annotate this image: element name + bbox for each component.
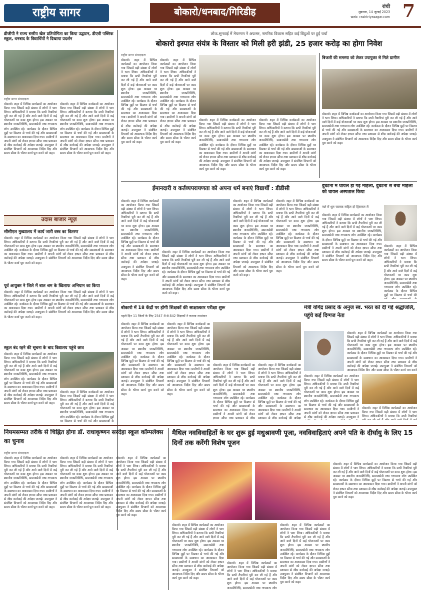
section-story-1-body: बोकारो। शहर में विभिन्न कार्यक्रमों का आयोजन किया गया जिसमें बड़ी संख्या में लोगों ने भाग लिया। अधिकारियों ने बताया कि सभी तैयारियां पूरी कर ली गई हैं और आने वाले दिनों में कई योजनाओं पर काम शुरू होगा। इस अवसर पर स्थानीय जनप्रतिनिधि, समाजसेवी तथा गणमान्य लोग उपस्थित रहे। कार्यक्रम के दौरान विभिन्न मुद्दों पर विस्तार से चर्चा की गई और समस्याओं के समाधान का आश्वासन दिया गया। ग्रामीणों ने अपनी मांगों को लेकर ज्ञापन सौंपा तथा प्रशासन से शीघ्र कार्रवाई की अपेक्षा जताई। उपायुक्त ने संबंधित विभागों को आवश्यक निर्देश दिए और समय सीमा के भीतर कार्य पूरा करने को कहा।: [4, 236, 114, 265]
top-left-byline: राष्ट्रीय सागर संवाददाता: [4, 97, 29, 101]
section-story-3-body-2: बोकारो। शहर में विभिन्न कार्यक्रमों का आयोजन किया गया जिसमें बड़ी संख्या में लोगों ने भाग लिया। अधिकारियों ने बताया कि सभी तैयारियां पूरी कर ली गई हैं और आने वाले दिनों में कई योजनाओं पर काम शुरू होगा। इस अवसर पर स्थानीय जनप्रतिनिधि, समाजसेवी तथा गणमान्य लोग उपस्थित रहे। कार्यक्रम के दौरान विभिन्न मुद्दों पर विस्तार से चर्चा की गई और समस्याओं के: [60, 390, 114, 422]
right-col-sub: नशे में धुत चालक सहित दो हिरासत में: [322, 205, 369, 209]
mid-block-body-4: बोकारो। शहर में विभिन्न कार्यक्रमों का आयोजन किया गया जिसमें बड़ी संख्या में लोगों ने भाग लिया। अधिकारियों ने बताया कि सभी तैयारियां पूरी कर ली गई हैं और आने वाले दिनों में कई योजनाओं पर काम शुरू होगा। इस अवसर पर स्थानीय जनप्रतिनिधि, समाजसेवी तथा गणमान्य लोग उपस्थित रहे। कार्यक्रम के दौरान विभिन्न मुद्दों पर विस्तार से चर्चा की गई और समस्याओं के समाधान का आश्वासन दिया गया। ग्रामीणों ने अपनी मांगों को लेकर ज्ञापन सौंपा तथा प्रशासन से शीघ्र कार्रवाई की अपेक्षा: [258, 363, 301, 420]
side-block-photo-2: [362, 374, 417, 404]
lead-right-headline: बिजली की समस्या को लेकर उपायुक्त से मिले ग्रामीण: [322, 55, 400, 60]
horizontal-rule: [4, 425, 417, 426]
mid-block-body-1: बोकारो। शहर में विभिन्न कार्यक्रमों का आयोजन किया गया जिसमें बड़ी संख्या में लोगों ने भाग लिया। अधिकारियों ने बताया कि सभी तैयारियां पूरी कर ली गई हैं और आने वाले दिनों में कई योजनाओं पर काम शुरू होगा। इस अवसर पर स्थानीय जनप्रतिनिधि, समाजसेवी तथा गणमान्य लोग उपस्थित रहे। कार्यक्रम के दौरान विभिन्न मुद्दों पर विस्तार से चर्चा की गई और समस्याओं के समाधान का आश्वासन दिया गया। ग्रामीणों ने अपनी मांगों को लेकर ज्ञापन सौंपा तथा प्रशासन से शीघ्र कार्रवाई की अपेक्षा जताई। उपायुक्त ने संबंधित विभागों को आवश्यक निर्देश दिए और समय सीमा के भीतर कार्य पूरा करने को कहा।: [121, 322, 164, 396]
bottom-left-byline: राष्ट्रीय सागर संवाददाता: [4, 451, 29, 455]
middle-body-4: बोकारो। शहर में विभिन्न कार्यक्रमों का आयोजन किया गया जिसमें बड़ी संख्या में लोगों ने भाग लिया। अधिकारियों ने बताया कि सभी तैयारियां पूरी कर ली गई हैं और आने वाले दिनों में कई योजनाओं पर काम शुरू होगा। इस अवसर पर स्थानीय जनप्रतिनिधि, समाजसेवी तथा गणमान्य लोग उपस्थित रहे। कार्यक्रम के दौरान विभिन्न मुद्दों पर विस्तार से चर्चा की गई और समस्याओं के समाधान का आश्वासन दिया गया। ग्रामीणों ने अपनी मांगों को लेकर ज्ञापन सौंपा तथा प्रशासन से शीघ्र कार्रवाई की अपेक्षा जताई। उपायुक्त ने संबंधित विभागों को आवश्यक निर्देश दिए और समय सीमा के भीतर कार्य पूरा करने को कहा।: [276, 199, 319, 273]
lead-body-3: बोकारो। शहर में विभिन्न कार्यक्रमों का आयोजन किया गया जिसमें बड़ी संख्या में लोगों ने भाग लिया। अधिकारियों ने बताया कि सभी तैयारियां पूरी कर ली गई हैं और आने वाले दिनों में कई योजनाओं पर काम शुरू होगा। इस अवसर पर स्थानीय जनप्रतिनिधि, समाजसेवी तथा गणमान्य लोग उपस्थित रहे। कार्यक्रम के दौरान विभिन्न मुद्दों पर विस्तार से चर्चा की गई और समस्याओं के समाधान का आश्वासन दिया गया। ग्रामीणों ने अपनी मांगों को लेकर ज्ञापन सौंपा तथा प्रशासन से शीघ्र कार्रवाई की अपेक्षा जताई। उपायुक्त ने संबंधित विभागों को आवश्यक निर्देश दिए और समय सीमा के भीतर कार्य पूरा करने को कहा।: [199, 118, 256, 172]
newspaper-brand: राष्ट्रीय सागर: [4, 4, 109, 22]
bottom-right-photo-1: [172, 462, 252, 520]
bottom-right-body-2: बोकारो। शहर में विभिन्न कार्यक्रमों का आयोजन किया गया जिसमें बड़ी संख्या में लोगों ने भाग लिया। अधिकारियों ने बताया कि सभी तैयारियां पूरी कर ली गई हैं और आने वाले दिनों में कई योजनाओं पर काम शुरू होगा। इस अवसर पर स्थानीय जनप्रतिनिधि, समाजसेवी तथा गणमान्य लोग उपस्थित रहे। कार्यक्रम के दौरान विभिन्न मुद्दों पर विस्तार से चर्चा की गई और समस्याओं के समाधान का आश्वासन दिया गया। ग्रामीणों ने अपनी मांगों को लेकर ज्ञापन सौंपा तथा प्रशासन से शीघ्र कार्रवाई की अपेक्षा जताई। उपायुक्त ने संबंधित विभागों को आवश्यक निर्देश दिए और समय सीमा के भीतर कार्य पूरा करने को कहा।: [172, 523, 224, 581]
mid-block-headline: बोकारो में 18 केंद्रों पर होगी शिक्षकों की साक्षात्कार परीक्षा शुरू: [121, 306, 226, 311]
right-col-headline: दुर्घटना में घायल हो गई महिला, दुर्घटना से बची महिला को घायल अस्पताल किया: [322, 184, 413, 196]
side-block-body-2: बोकारो। शहर में विभिन्न कार्यक्रमों का आयोजन किया गया जिसमें बड़ी संख्या में लोगों ने भाग लिया। अधिकारियों ने बताया कि सभी तैयारियां पूरी कर ली गई हैं और आने वाले दिनों में कई योजनाओं पर काम शुरू होगा। इस अवसर पर स्थानीय जनप्रतिनिधि, समाजसेवी तथा गणमान्य लोग उपस्थित रहे। कार्यक्रम के दौरान विभिन्न मुद्दों पर विस्तार से चर्चा की गई और समस्याओं के समाधान का आश्वासन दिया गया। ग्रामीणों ने अपनी मांगों को लेकर ज्ञापन सौंपा तथा प्रशासन से शीघ्र कार्रवाई की अपेक्षा जताई। उपायुक्त ने: [304, 374, 359, 419]
lead-kicker: लोक-सुनवाई में मेयरगण ने अफसर, नागरिक विकास सहित कई बिंदुओं पर हुई चर्चा: [210, 31, 328, 36]
masthead-city: रांची: [382, 4, 390, 10]
section-story-3-headline: स्कूल बंद रहने की सूचना के बाद विद्यालय पहुंचे छात्र: [4, 345, 84, 350]
top-left-body-2: बोकारो। शहर में विभिन्न कार्यक्रमों का आयोजन किया गया जिसमें बड़ी संख्या में लोगों ने भाग लिया। अधिकारियों ने बताया कि सभी तैयारियां पूरी कर ली गई हैं और आने वाले दिनों में कई योजनाओं पर काम शुरू होगा। इस अवसर पर स्थानीय जनप्रतिनिधि, समाजसेवी तथा गणमान्य लोग उपस्थित रहे। कार्यक्रम के दौरान विभिन्न मुद्दों पर विस्तार से चर्चा की गई और समस्याओं के समाधान का आश्वासन दिया गया। ग्रामीणों ने अपनी मांगों को लेकर ज्ञापन सौंपा तथा प्रशासन से शीघ्र कार्रवाई की अपेक्षा जताई। उपायुक्त ने संबंधित विभागों को आवश्यक निर्देश दिए और समय सीमा के भीतर कार्य पूरा करने को कहा।: [60, 102, 114, 156]
bottom-right-body-4: बोकारो। शहर में विभिन्न कार्यक्रमों का आयोजन किया गया जिसमें बड़ी संख्या में लोगों ने भाग लिया। अधिकारियों ने बताया कि सभी तैयारियां पूरी कर ली गई हैं और आने वाले दिनों में कई योजनाओं पर काम शुरू होगा। इस अवसर पर स्थानीय जनप्रतिनिधि, समाजसेवी तथा गणमान्य लोग उपस्थित रहे। कार्यक्रम के दौरान विभिन्न मुद्दों पर विस्तार से चर्चा की गई और समस्याओं के समाधान का आश्वासन दिया गया। ग्रामीणों ने अपनी मांगों को लेकर ज्ञापन सौंपा तथा प्रशासन से शीघ्र कार्रवाई की अपेक्षा जताई। उपायुक्त ने संबंधित विभागों को आवश्यक निर्देश दिए और समय सीमा के भीतर कार्य पूरा करने को कहा।: [280, 523, 330, 585]
masthead-date: शुक्रवार, 14 जुलाई 2023: [358, 10, 390, 14]
right-col-body-2: बोकारो। शहर में विभिन्न कार्यक्रमों का आयोजन किया गया जिसमें बड़ी संख्या में लोगों ने भाग लिया। अधिकारियों ने बताया कि सभी तैयारियां पूरी कर ली गई हैं और आने वाले दिनों में कई योजनाओं पर काम शुरू होगा। इस अवसर पर स्थानीय जनप्रतिनिधि, समाजसेवी तथा गणमान्य लोग उपस्थित रहे। कार्यक्रम के दौरान विभिन्न मुद्दों पर विस्तार से चर्चा की: [384, 244, 417, 298]
horizontal-rule: [121, 181, 417, 182]
lead-body-2: बोकारो। शहर में विभिन्न कार्यक्रमों का आयोजन किया गया जिसमें बड़ी संख्या में लोगों ने भाग लिया। अधिकारियों ने बताया कि सभी तैयारियां पूरी कर ली गई हैं और आने वाले दिनों में कई योजनाओं पर काम शुरू होगा। इस अवसर पर स्थानीय जनप्रतिनिधि, समाजसेवी तथा गणमान्य लोग उपस्थित रहे। कार्यक्रम के दौरान विभिन्न मुद्दों पर विस्तार से चर्चा की गई और समस्याओं के समाधान का आश्वासन दिया गया। ग्रामीणों ने अपनी मांगों को लेकर ज्ञापन सौंपा तथा प्रशासन से शीघ्र कार्रवाई की अपेक्षा जताई। उपायुक्त ने संबंधित विभागों को आवश्यक निर्देश दिए और समय सीमा के भीतर कार्य पूरा करने को कहा।: [160, 58, 196, 144]
middle-body-2: बोकारो। शहर में विभिन्न कार्यक्रमों का आयोजन किया गया जिसमें बड़ी संख्या में लोगों ने भाग लिया। अधिकारियों ने बताया कि सभी तैयारियां पूरी कर ली गई हैं और आने वाले दिनों में कई योजनाओं पर काम शुरू होगा। इस अवसर पर स्थानीय जनप्रतिनिधि, समाजसेवी तथा गणमान्य लोग उपस्थित रहे। कार्यक्रम के दौरान विभिन्न मुद्दों पर विस्तार से चर्चा की गई और समस्याओं के समाधान का आश्वासन दिया गया। ग्रामीणों ने अपनी मांगों को लेकर ज्ञापन सौंपा तथा प्रशासन से शीघ्र कार्रवाई की अपेक्षा जताई। उपायुक्त ने संबंधित विभागों को आवश्यक निर्देश दिए और समय सीमा के भीतर कार्य पूरा करने को कहा।: [162, 250, 230, 295]
bottom-right-photo-3: [227, 523, 277, 559]
middle-photo: [162, 199, 230, 247]
bottom-left-headline: नियमसम्मत तरीके से चिह्नित होगा डॉ. राधाकृष्णन सरदेहा स्कूल कॉम्पलेक्स का चुनाव: [4, 430, 164, 446]
mid-block-body-3: बोकारो। शहर में विभिन्न कार्यक्रमों का आयोजन किया गया जिसमें बड़ी संख्या में लोगों ने भाग लिया। अधिकारियों ने बताया कि सभी तैयारियां पूरी कर ली गई हैं और आने वाले दिनों में कई योजनाओं पर काम शुरू होगा। इस अवसर पर स्थानीय जनप्रतिनिधि, समाजसेवी तथा गणमान्य लोग उपस्थित रहे। कार्यक्रम के दौरान विभिन्न मुद्दों पर विस्तार से चर्चा की गई और समस्याओं के समाधान का आश्वासन दिया गया। ग्रामीणों ने अपनी मांगों को लेकर ज्ञापन सौंपा तथा प्रशासन से शीघ्र: [213, 363, 255, 420]
middle-body-3: बोकारो। शहर में विभिन्न कार्यक्रमों का आयोजन किया गया जिसमें बड़ी संख्या में लोगों ने भाग लिया। अधिकारियों ने बताया कि सभी तैयारियां पूरी कर ली गई हैं और आने वाले दिनों में कई योजनाओं पर काम शुरू होगा। इस अवसर पर स्थानीय जनप्रतिनिधि, समाजसेवी तथा गणमान्य लोग उपस्थित रहे। कार्यक्रम के दौरान विभिन्न मुद्दों पर विस्तार से चर्चा की गई और समस्याओं के समाधान का आश्वासन दिया गया। ग्रामीणों ने अपनी मांगों को लेकर ज्ञापन सौंपा तथा प्रशासन से शीघ्र कार्रवाई की अपेक्षा जताई। उपायुक्त ने संबंधित विभागों को आवश्यक निर्देश दिए और समय सीमा के भीतर कार्य पूरा करने को कहा।: [233, 199, 273, 277]
bottom-right-body-1: बोकारो। शहर में विभिन्न कार्यक्रमों का आयोजन किया गया जिसमें बड़ी संख्या में लोगों ने भाग लिया। अधिकारियों ने बताया कि सभी तैयारियां पूरी कर ली गई हैं और आने वाले दिनों में कई योजनाओं पर काम शुरू होगा। इस अवसर पर स्थानीय जनप्रतिनिधि, समाजसेवी तथा गणमान्य लोग उपस्थित रहे। कार्यक्रम के दौरान विभिन्न मुद्दों पर विस्तार से चर्चा की गई और समस्याओं के समाधान का आश्वासन दिया गया। ग्रामीणों ने अपनी मांगों को लेकर ज्ञापन सौंपा तथा प्रशासन से शीघ्र कार्रवाई की अपेक्षा जताई। उपायुक्त ने संबंधित विभागों को आवश्यक निर्देश दिए और समय सीमा के भीतर कार्य पूरा करने को कहा।: [333, 462, 417, 499]
column-rule: [117, 30, 118, 530]
mid-block-photo: [213, 322, 301, 360]
page-number: 7: [402, 1, 415, 22]
section-story-1-headline: सीसीएल मुख्यालय में कार्य जारी वस्त्र का वितरण: [4, 229, 79, 234]
section-label: उदास बाजार न्यूज़: [41, 217, 77, 223]
section-story-2-body: बोकारो। शहर में विभिन्न कार्यक्रमों का आयोजन किया गया जिसमें बड़ी संख्या में लोगों ने भाग लिया। अधिकारियों ने बताया कि सभी तैयारियां पूरी कर ली गई हैं और आने वाले दिनों में कई योजनाओं पर काम शुरू होगा। इस अवसर पर स्थानीय जनप्रतिनिधि, समाजसेवी तथा गणमान्य लोग उपस्थित रहे। कार्यक्रम के दौरान विभिन्न मुद्दों पर विस्तार से चर्चा की गई और समस्याओं के समाधान का आश्वासन दिया गया। ग्रामीणों ने अपनी मांगों को लेकर ज्ञापन सौंपा तथा प्रशासन से शीघ्र कार्रवाई की अपेक्षा जताई। उपायुक्त ने संबंधित विभागों को आवश्यक निर्देश दिए और समय सीमा के भीतर कार्य पूरा करने को कहा।: [4, 290, 114, 319]
lead-photo: [199, 55, 316, 115]
edition-title: बोकारो/धनबाद/गिरिडीह: [150, 3, 280, 23]
lead-body-4: बोकारो। शहर में विभिन्न कार्यक्रमों का आयोजन किया गया जिसमें बड़ी संख्या में लोगों ने भाग लिया। अधिकारियों ने बताया कि सभी तैयारियां पूरी कर ली गई हैं और आने वाले दिनों में कई योजनाओं पर काम शुरू होगा। इस अवसर पर स्थानीय जनप्रतिनिधि, समाजसेवी तथा गणमान्य लोग उपस्थित रहे। कार्यक्रम के दौरान विभिन्न मुद्दों पर विस्तार से चर्चा की गई और समस्याओं के समाधान का आश्वासन दिया गया। ग्रामीणों ने अपनी मांगों को लेकर ज्ञापन सौंपा तथा प्रशासन से शीघ्र कार्रवाई की अपेक्षा जताई। उपायुक्त ने संबंधित विभागों को आवश्यक निर्देश दिए और समय सीमा के भीतर कार्य पूरा करने को कहा।: [259, 118, 316, 172]
lead-byline: राष्ट्रीय सागर संवाददाता: [121, 53, 146, 57]
section-story-2-headline: पूर्व आयुक्त ने जिले में बाल श्रम के खिलाफ अभियान का किया: [4, 283, 100, 288]
bottom-left-body-2: बोकारो। शहर में विभिन्न कार्यक्रमों का आयोजन किया गया जिसमें बड़ी संख्या में लोगों ने भाग लिया। अधिकारियों ने बताया कि सभी तैयारियां पूरी कर ली गई हैं और आने वाले दिनों में कई योजनाओं पर काम शुरू होगा। इस अवसर पर स्थानीय जनप्रतिनिधि, समाजसेवी तथा गणमान्य लोग उपस्थित रहे। कार्यक्रम के दौरान विभिन्न मुद्दों पर विस्तार से चर्चा की गई और समस्याओं के समाधान का आश्वासन दिया गया। ग्रामीणों ने अपनी मांगों को लेकर ज्ञापन सौंपा तथा प्रशासन से शीघ्र कार्रवाई की अपेक्षा जताई। उपायुक्त ने संबंधित विभागों को आवश्यक निर्देश दिए और समय सीमा के भीतर कार्य पूरा करने को कहा।: [60, 456, 113, 510]
lead-headline: बोकारो इस्पात संयंत्र के विस्तार को मिली हरी झंडी, 25 हजार करोड़ का होगा निवेश: [155, 39, 383, 48]
middle-headline: ईमानदारी व कर्तव्यपरायणता को अपना धर्म बनाएं विद्यार्थी : डीडीसी: [152, 186, 290, 192]
mid-block-sub: पहले दिन 11 जिलों के लिए 2547 में से 842 शिक्षकों ने कराया नामांकन: [121, 314, 207, 318]
top-left-body: बोकारो। शहर में विभिन्न कार्यक्रमों का आयोजन किया गया जिसमें बड़ी संख्या में लोगों ने भाग लिया। अधिकारियों ने बताया कि सभी तैयारियां पूरी कर ली गई हैं और आने वाले दिनों में कई योजनाओं पर काम शुरू होगा। इस अवसर पर स्थानीय जनप्रतिनिधि, समाजसेवी तथा गणमान्य लोग उपस्थित रहे। कार्यक्रम के दौरान विभिन्न मुद्दों पर विस्तार से चर्चा की गई और समस्याओं के समाधान का आश्वासन दिया गया। ग्रामीणों ने अपनी मांगों को लेकर ज्ञापन सौंपा तथा प्रशासन से शीघ्र कार्रवाई की अपेक्षा जताई। उपायुक्त ने संबंधित विभागों को आवश्यक निर्देश दिए और समय सीमा के भीतर कार्य पूरा करने को कहा।: [4, 102, 57, 156]
section-story-3-photo: [60, 352, 114, 388]
masthead-meta: [292, 4, 390, 19]
column-rule: [168, 428, 169, 590]
horizontal-rule: [121, 302, 417, 303]
top-left-photo: [4, 50, 114, 95]
side-block-body-3: बोकारो। शहर में विभिन्न कार्यक्रमों का आयोजन किया गया जिसमें बड़ी संख्या में लोगों ने भाग लिया। अधिकारियों ने बताया कि सभी तैयारियां: [362, 406, 417, 419]
side-block-photo: [304, 331, 344, 371]
bottom-right-body-3: बोकारो। शहर में विभिन्न कार्यक्रमों का आयोजन किया गया जिसमें बड़ी संख्या में लोगों ने भाग लिया। अधिकारियों ने बताया कि सभी तैयारियां पूरी कर ली गई हैं और आने वाले दिनों में कई योजनाओं पर काम शुरू होगा। इस अवसर पर स्थानीय जनप्रतिनिधि, समाजसेवी तथा गणमान्य लोग: [227, 561, 277, 590]
section-story-3-body: बोकारो। शहर में विभिन्न कार्यक्रमों का आयोजन किया गया जिसमें बड़ी संख्या में लोगों ने भाग लिया। अधिकारियों ने बताया कि सभी तैयारियां पूरी कर ली गई हैं और आने वाले दिनों में कई योजनाओं पर काम शुरू होगा। इस अवसर पर स्थानीय जनप्रतिनिधि, समाजसेवी तथा गणमान्य लोग उपस्थित रहे। कार्यक्रम के दौरान विभिन्न मुद्दों पर विस्तार से चर्चा की गई और समस्याओं के समाधान का आश्वासन दिया गया। ग्रामीणों ने अपनी मांगों को लेकर ज्ञापन सौंपा तथा प्रशासन से शीघ्र कार्रवाई की अपेक्षा जताई। उपायुक्त ने संबंधित विभागों को आवश्यक निर्देश दिए और समय सीमा के भीतर कार्य पूरा करने को कहा।: [4, 352, 57, 406]
bottom-right-photo-2: [255, 462, 330, 520]
side-block-body-1: बोकारो। शहर में विभिन्न कार्यक्रमों का आयोजन किया गया जिसमें बड़ी संख्या में लोगों ने भाग लिया। अधिकारियों ने बताया कि सभी तैयारियां पूरी कर ली गई हैं और आने वाले दिनों में कई योजनाओं पर काम शुरू होगा। इस अवसर पर स्थानीय जनप्रतिनिधि, समाजसेवी तथा गणमान्य लोग उपस्थित रहे। कार्यक्रम के दौरान विभिन्न मुद्दों पर विस्तार से चर्चा की गई और समस्याओं के समाधान का आश्वासन दिया गया। ग्रामीणों ने अपनी मांगों को लेकर ज्ञापन सौंपा तथा प्रशासन से शीघ्र कार्रवाई की अपेक्षा जताई। उपायुक्त ने संबंधित विभागों को आवश्यक निर्देश दिए और समय सीमा के भीतर कार्य पूरा करने: [347, 331, 417, 371]
bottom-left-body-1: बोकारो। शहर में विभिन्न कार्यक्रमों का आयोजन किया गया जिसमें बड़ी संख्या में लोगों ने भाग लिया। अधिकारियों ने बताया कि सभी तैयारियां पूरी कर ली गई हैं और आने वाले दिनों में कई योजनाओं पर काम शुरू होगा। इस अवसर पर स्थानीय जनप्रतिनिधि, समाजसेवी तथा गणमान्य लोग उपस्थित रहे। कार्यक्रम के दौरान विभिन्न मुद्दों पर विस्तार से चर्चा की गई और समस्याओं के समाधान का आश्वासन दिया गया। ग्रामीणों ने अपनी मांगों को लेकर ज्ञापन सौंपा तथा प्रशासन से शीघ्र कार्रवाई की अपेक्षा जताई। उपायुक्त ने संबंधित विभागों को आवश्यक निर्देश दिए और समय सीमा के भीतर कार्य पूरा करने को कहा।: [4, 456, 57, 510]
masthead: [0, 0, 421, 28]
right-col-body: बोकारो। शहर में विभिन्न कार्यक्रमों का आयोजन किया गया जिसमें बड़ी संख्या में लोगों ने भाग लिया। अधिकारियों ने बताया कि सभी तैयारियां पूरी कर ली गई हैं और आने वाले दिनों में कई योजनाओं पर काम शुरू होगा। इस अवसर पर स्थानीय जनप्रतिनिधि, समाजसेवी तथा गणमान्य लोग उपस्थित रहे। कार्यक्रम के दौरान विभिन्न मुद्दों पर विस्तार से चर्चा की गई और समस्याओं के समाधान का आश्वासन दिया गया। ग्रामीणों ने अपनी मांगों को लेकर ज्ञापन सौंपा तथा प्रशासन से शीघ्र कार्रवाई की अपेक्षा जताई। उपायुक्त ने संबंधित विभागों को आवश्यक निर्देश दिए और समय सीमा के भीतर कार्य पूरा करने को कहा।: [322, 213, 382, 263]
bottom-left-body-3: बोकारो। शहर में विभिन्न कार्यक्रमों का आयोजन किया गया जिसमें बड़ी संख्या में लोगों ने भाग लिया। अधिकारियों ने बताया कि सभी तैयारियां पूरी कर ली गई हैं और आने वाले दिनों में कई योजनाओं पर काम शुरू होगा। इस अवसर पर स्थानीय जनप्रतिनिधि, समाजसेवी तथा गणमान्य लोग उपस्थित रहे। कार्यक्रम के दौरान विभिन्न मुद्दों पर विस्तार से चर्चा की गई और समस्याओं के समाधान का आश्वासन दिया गया। ग्रामीणों ने अपनी मांगों को लेकर ज्ञापन सौंपा तथा प्रशासन से शीघ्र कार्रवाई की अपेक्षा जताई। उपायुक्त ने संबंधित विभागों को आवश्यक निर्देश दिए और समय सीमा के भीतर कार्य पूरा करने को कहा।: [116, 456, 166, 518]
column-rule: [319, 53, 320, 178]
side-block-headline: मंत्री योगेंद्र प्रसाद के अनुज स्व. भरत को दी गई श्रद्धांजलि, पहुंचे कई दिग्गज नेता: [304, 305, 415, 319]
lead-right-body: बोकारो। शहर में विभिन्न कार्यक्रमों का आयोजन किया गया जिसमें बड़ी संख्या में लोगों ने भाग लिया। अधिकारियों ने बताया कि सभी तैयारियां पूरी कर ली गई हैं और आने वाले दिनों में कई योजनाओं पर काम शुरू होगा। इस अवसर पर स्थानीय जनप्रतिनिधि, समाजसेवी तथा गणमान्य लोग उपस्थित रहे। कार्यक्रम के दौरान विभिन्न मुद्दों पर विस्तार से चर्चा की गई और समस्याओं के समाधान का आश्वासन दिया गया। ग्रामीणों ने अपनी मांगों को लेकर ज्ञापन सौंपा तथा प्रशासन से शीघ्र कार्रवाई की अपेक्षा जताई। उपायुक्त ने संबंधित विभागों को आवश्यक निर्देश दिए और समय सीमा के भीतर कार्य पूरा करने को कहा।: [322, 112, 417, 145]
right-col-portrait: [384, 205, 417, 241]
lead-body-1: बोकारो। शहर में विभिन्न कार्यक्रमों का आयोजन किया गया जिसमें बड़ी संख्या में लोगों ने भाग लिया। अधिकारियों ने बताया कि सभी तैयारियां पूरी कर ली गई हैं और आने वाले दिनों में कई योजनाओं पर काम शुरू होगा। इस अवसर पर स्थानीय जनप्रतिनिधि, समाजसेवी तथा गणमान्य लोग उपस्थित रहे। कार्यक्रम के दौरान विभिन्न मुद्दों पर विस्तार से चर्चा की गई और समस्याओं के समाधान का आश्वासन दिया गया। ग्रामीणों ने अपनी मांगों को लेकर ज्ञापन सौंपा तथा प्रशासन से शीघ्र कार्रवाई की अपेक्षा जताई। उपायुक्त ने संबंधित विभागों को आवश्यक निर्देश दिए और समय सीमा के भीतर कार्य पूरा करने को कहा।: [121, 58, 157, 144]
lead-right-photo: [322, 69, 417, 109]
masthead-web: web: rashtriyasagar.com: [350, 14, 390, 19]
bottom-right-headline: मैथिल नवविवाहितों के घर शुरू हुई मधुश्रावणी पूजा, नवविवाहिताएं अपने पति के दीर्घायु के लिए 15 दिनों तक करेंगी विशेष पूजन: [172, 429, 413, 447]
mid-block-body-2: बोकारो। शहर में विभिन्न कार्यक्रमों का आयोजन किया गया जिसमें बड़ी संख्या में लोगों ने भाग लिया। अधिकारियों ने बताया कि सभी तैयारियां पूरी कर ली गई हैं और आने वाले दिनों में कई योजनाओं पर काम शुरू होगा। इस अवसर पर स्थानीय जनप्रतिनिधि, समाजसेवी तथा गणमान्य लोग उपस्थित रहे। कार्यक्रम के दौरान विभिन्न मुद्दों पर विस्तार से चर्चा की गई और समस्याओं के समाधान का आश्वासन दिया गया। ग्रामीणों ने अपनी मांगों को लेकर ज्ञापन सौंपा तथा प्रशासन से शीघ्र कार्रवाई की अपेक्षा जताई। उपायुक्त ने संबंधित विभागों को आवश्यक निर्देश दिए और समय सीमा के भीतर कार्य पूरा करने को कहा।: [167, 322, 210, 396]
top-left-headline: डीजीपी ने राज्य स्तरीय खेल प्रतियोगिता का किया उद्घाटन, डीएवी पब्लिक स्कूल, धनबाद के विद्यार्थियों ने दिखाया प्रदर्शन: [4, 31, 114, 42]
middle-body-1: बोकारो। शहर में विभिन्न कार्यक्रमों का आयोजन किया गया जिसमें बड़ी संख्या में लोगों ने भाग लिया। अधिकारियों ने बताया कि सभी तैयारियां पूरी कर ली गई हैं और आने वाले दिनों में कई योजनाओं पर काम शुरू होगा। इस अवसर पर स्थानीय जनप्रतिनिधि, समाजसेवी तथा गणमान्य लोग उपस्थित रहे। कार्यक्रम के दौरान विभिन्न मुद्दों पर विस्तार से चर्चा की गई और समस्याओं के समाधान का आश्वासन दिया गया। ग्रामीणों ने अपनी मांगों को लेकर ज्ञापन सौंपा तथा प्रशासन से शीघ्र कार्रवाई की अपेक्षा जताई। उपायुक्त ने संबंधित विभागों को आवश्यक निर्देश दिए और समय सीमा के भीतर कार्य पूरा करने को कहा।: [121, 199, 159, 281]
